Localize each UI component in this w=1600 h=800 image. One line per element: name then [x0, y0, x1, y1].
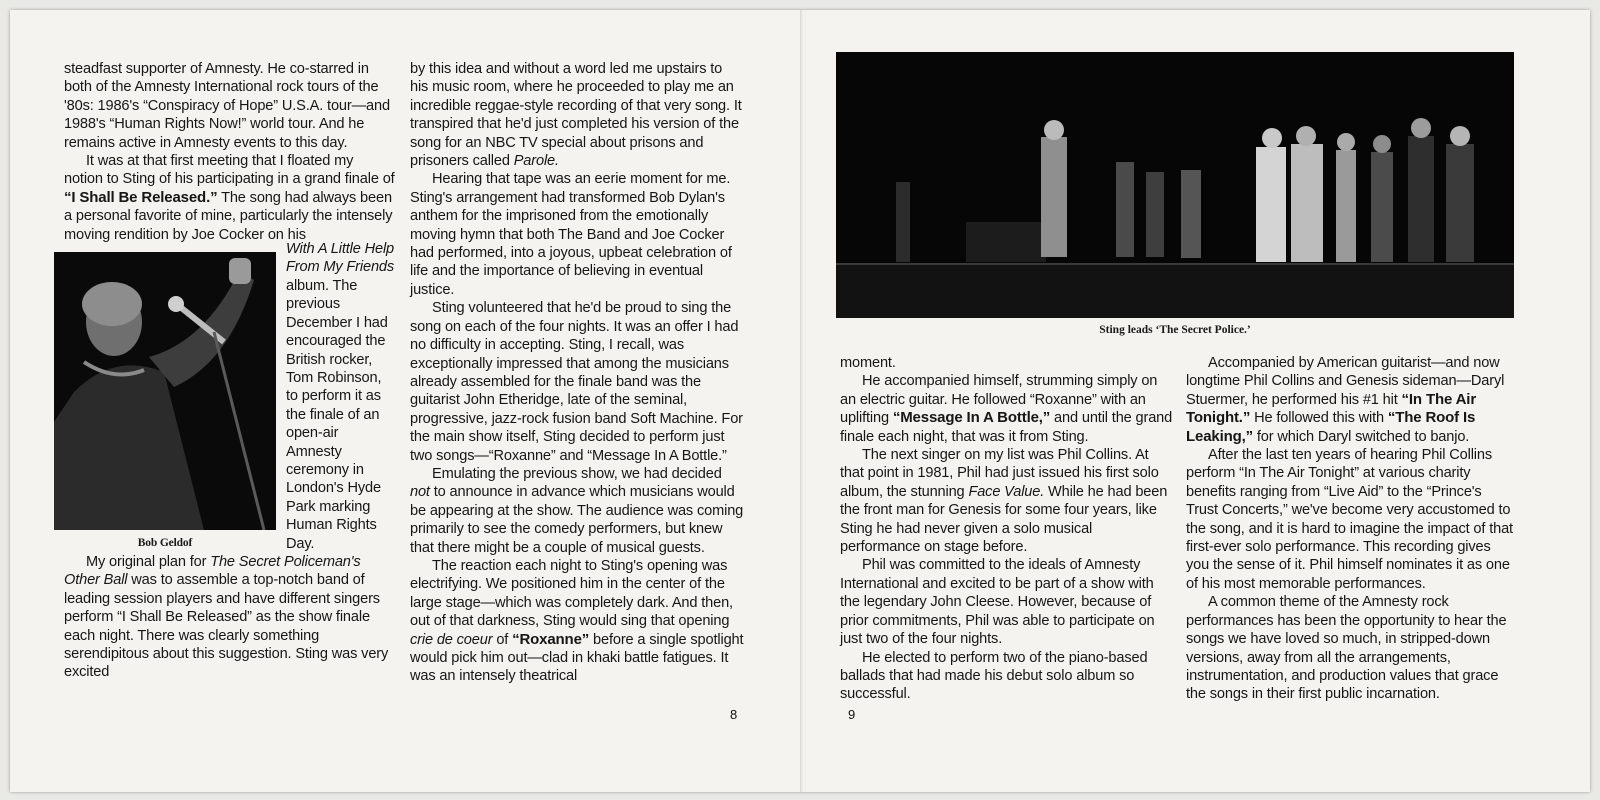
paragraph: It was at that first meeting that I floated my notion to Sting of his participating in a grand finale of “I Shall Be Released.” The song had always been a personal favorite of mine, particularly the intensely moving rendition by Joe Cocker on his: [64, 153, 395, 243]
paragraph: Emulating the previous show, we had decided not to announce in advance which musicians would be appearing at the show. The audience was coming primarily to see the comedy performers, but knew that there might be a couple of musical guests.: [410, 465, 744, 556]
paragraph: Sting volunteered that he'd be proud to sing the song on each of the four nights. It was an offer I had no difficulty in accepting. Sting, I recall, was exceptionally impressed that among the musicians already assembled for the finale band was the guitarist John Etheridge, late of the seminal, progressive, jazz-rock fusion band Soft Machine. For the main show itself, Sting decided to perform just two songs—“Roxanne” and “Message In A Bottle.”: [410, 300, 743, 464]
right-page: [806, 10, 1590, 792]
paragraph: moment.: [840, 355, 896, 371]
paragraph: Phil was committed to the ideals of Amnesty International and excited to be part of a show with the legendary John Cleese. However, because of prior commitments, Phil was able to participate on just two of the four nights.: [840, 557, 1155, 648]
bob-geldof-caption: Bob Geldof: [137, 537, 193, 550]
left-page: [10, 10, 802, 792]
paragraph: After the last ten years of hearing Phil Collins perform “In The Air Tonight” at various charity benefits ranging from “Live Aid” to the “Prince's Trust Concerts,” we've become very accustomed to the song, and it is hard to imagine the impact of that first-ever solo performance. This recording gives you the sense of it. Phil himself nominates it as one of his most memorable performances.: [1186, 447, 1513, 592]
paragraph: Accompanied by American guitarist—and now longtime Phil Collins and Genesis sideman—Daryl Stuermer, he performed his #1 hit “In The Air Tonight.” He followed this with “The Roof Is Leaking,” for which Daryl switched to banjo.: [1186, 355, 1505, 445]
left-page-column-1: [64, 60, 396, 682]
booklet-spread: [10, 10, 1590, 792]
secret-police-caption: Sting leads ‘The Secret Police.’: [1099, 324, 1251, 336]
right-page-column-1: [840, 354, 1174, 704]
bob-geldof-photo-frame: [64, 244, 286, 549]
page-number: 8: [730, 707, 738, 722]
secret-police-stage-photo: [836, 52, 1514, 318]
paragraph: Hearing that tape was an eerie moment for me. Sting's arrangement had transformed Bob Dylan's anthem for the imprisoned from the emotionally moving hymn that both The Band and Joe Cocker had performed, into a joyous, upbeat celebration of life and the importance of believing in eventual justice.: [410, 171, 732, 298]
page-number: 9: [848, 707, 856, 722]
paragraph: A common theme of the Amnesty rock performances has been the opportunity to hear the songs we have loved so much, in stripped-down versions, away from all the arrangements, instrumentation, and production values that grace the songs in their first public incarnation.: [1186, 594, 1507, 703]
right-page-column-2: [1186, 354, 1516, 704]
paragraph: He elected to perform two of the piano-based ballads that had made his debut solo album so successful.: [840, 649, 1148, 703]
paragraph: by this idea and without a word led me upstairs to his music room, where he proceeded to play me an incredible reggae-style recording of that very song. It transpired that he'd just completed his version of the song for an NBC TV special about prisons and prisoners called Parole.: [410, 61, 742, 170]
paragraph: The reaction each night to Sting's opening was electrifying. We positioned him in the center of the large stage—which was completely dark. And then, out of that darkness, Sting would sing that opening crie de coeur of “Roxanne” before a single spotlight would pick him out—clad in khaki battle fatigues. It was an intensely theatrical: [410, 557, 744, 685]
paragraph: The next singer on my list was Phil Collins. At that point in 1981, Phil had just issued his first solo album, the stunning Face Value. While he had been the front man for Genesis for some four years, like Sting he had never given a solo musical performance on stage before.: [840, 447, 1168, 556]
paragraph: My original plan for The Secret Policeman's Other Ball was to assemble a top-notch band of leading session players and have different singers perform “I Shall Be Released” as the show finale each night. There was clearly something serendipitous about this suggestion. Sting was very excited: [64, 553, 389, 681]
bob-geldof-photo: [54, 252, 276, 530]
paragraph: He accompanied himself, strumming simply on an electric guitar. He followed “Roxanne” with an uplifting “Message In A Bottle,” and until the grand finale each night, that was it from Sting.: [840, 373, 1173, 445]
paragraph: steadfast supporter of Amnesty. He co-starred in both of the Amnesty International rock tours of the '80s: 1986's “Conspiracy of Hope” U.S.A. tour—and 1988's “Human Rights Now!” world tour. And he remains active in Amnesty events to this day.: [64, 61, 390, 151]
bob-geldof-photo-image: [54, 252, 276, 530]
secret-police-stage-image: [836, 52, 1514, 318]
left-page-column-2: [410, 60, 744, 686]
paragraph-continued: With A Little Help From My Friends album. The previous December I had encouraged the British rocker, Tom Robinson, to perform it as the finale of an open-air Amnesty ceremony in London's Hyde Park marking Human Rights Day.: [286, 241, 395, 552]
